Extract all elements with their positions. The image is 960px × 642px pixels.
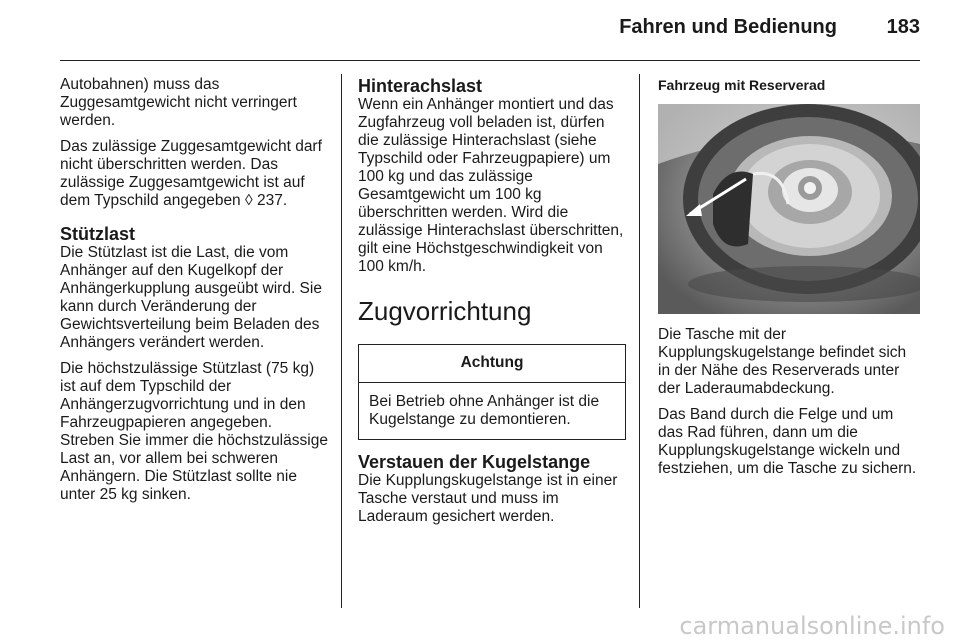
header-divider xyxy=(60,60,920,61)
paragraph: Autobahnen) muss das Zuggesamtgewicht nicht verringert werden. xyxy=(60,76,297,129)
paragraph: Die Tasche mit der Kupplungskugelstange befindet sich in der Nähe des Reserverads unter der Laderaumabdeckung. xyxy=(658,326,907,397)
subheading-verstauen: Verstauen der Kugelstange xyxy=(358,452,591,472)
section-heading-zugvorrichtung: Zugvorrichtung xyxy=(358,296,532,326)
column-middle xyxy=(358,76,626,534)
figure-title: Fahrzeug mit Reserverad xyxy=(658,77,826,93)
paragraph: Wenn ein Anhänger montiert und das Zugfahrzeug voll beladen ist, dürfen die zulässige Hinterachslast (siehe Typschild oder Fahrzeugpapiere) um 100 kg und das zulässige Gesamtgewicht um 100 kg überschritten werden. Wird die zulässige Hinterachslast überschritten, gilt eine Höchstgeschwindigkeit von 100 km/h. xyxy=(358,96,624,275)
paragraph: Die Kupplungskugelstange ist in einer Tasche verstaut und muss im Laderaum gesichert werden. xyxy=(358,472,618,525)
watermark: carmanualsonline.info xyxy=(679,612,945,640)
section-title: Fahren und Bedienung xyxy=(619,16,837,38)
page-number: 183 xyxy=(886,16,920,38)
column-divider xyxy=(341,74,342,608)
paragraph: Die höchstzulässige Stützlast (75 kg) ist auf dem Typschild der Anhängerzugvorrichtung und in den Fahrzeugpapieren angegeben. Streben Sie immer die höchstzulässige Last an, vor allem bei schweren Anhängern. Die Stützlast sollte nie unter 25 kg sinken. xyxy=(60,360,328,503)
column-divider xyxy=(639,74,640,608)
spare-wheel-photo xyxy=(658,104,920,314)
subheading-stuetzlast: Stützlast xyxy=(60,224,136,244)
caution-box xyxy=(358,344,626,440)
caution-title: Achtung xyxy=(359,345,625,383)
column-left xyxy=(60,76,328,512)
paragraph: Das Band durch die Felge und um das Rad führen, dann um die Kupplungskugelstange wickeln und festziehen, um die Tasche zu sichern. xyxy=(658,406,917,477)
paragraph: Das zulässige Zuggesamtgewicht darf nicht überschritten werden. Das zulässige Zuggesamtgewicht ist auf dem Typschild angegeben ◊ 237. xyxy=(60,138,322,209)
column-right xyxy=(658,76,920,486)
paragraph: Die Stützlast ist die Last, die vom Anhänger auf den Kugelkopf der Anhängerkupplung ausgeübt wird. Sie kann durch Veränderung der Gewichtsverteilung beim Beladen des Anhängers verändert werden. xyxy=(60,244,322,351)
caution-text: Bei Betrieb ohne Anhänger ist die Kugelstange zu demontieren. xyxy=(369,393,600,428)
subheading-hinterachslast: Hinterachslast xyxy=(358,76,483,96)
